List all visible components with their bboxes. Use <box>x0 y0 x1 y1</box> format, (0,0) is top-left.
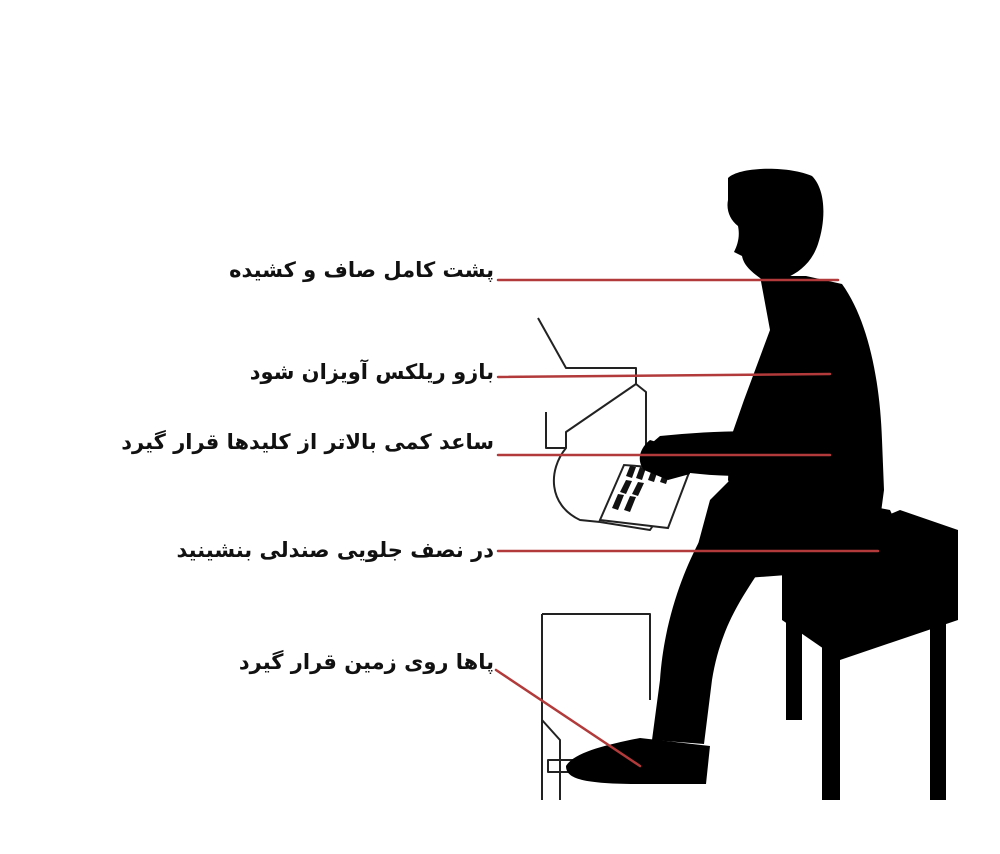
fallboard <box>546 384 636 448</box>
music-stand <box>538 318 636 384</box>
foot <box>566 738 710 784</box>
keyboard-lid-curve <box>554 448 600 522</box>
annotation-back-label: پشت کامل صاف و کشیده <box>229 258 494 282</box>
pianist-silhouette <box>566 169 895 784</box>
piano-body-lower <box>542 614 650 700</box>
head <box>727 169 823 284</box>
annotation-forearm-label: ساعد کمی بالاتر از کلیدها قرار گیرد <box>121 430 494 454</box>
annotation-sit-label: در نصف جلویی صندلی بنشینید <box>176 538 494 562</box>
lower-leg <box>652 540 760 744</box>
annotation-feet-label: پاها روی زمین قرار گیرد <box>238 650 494 674</box>
annotation-arm-label: بازو ریلکس آویزان شود <box>249 360 494 384</box>
line-feet <box>496 670 640 766</box>
